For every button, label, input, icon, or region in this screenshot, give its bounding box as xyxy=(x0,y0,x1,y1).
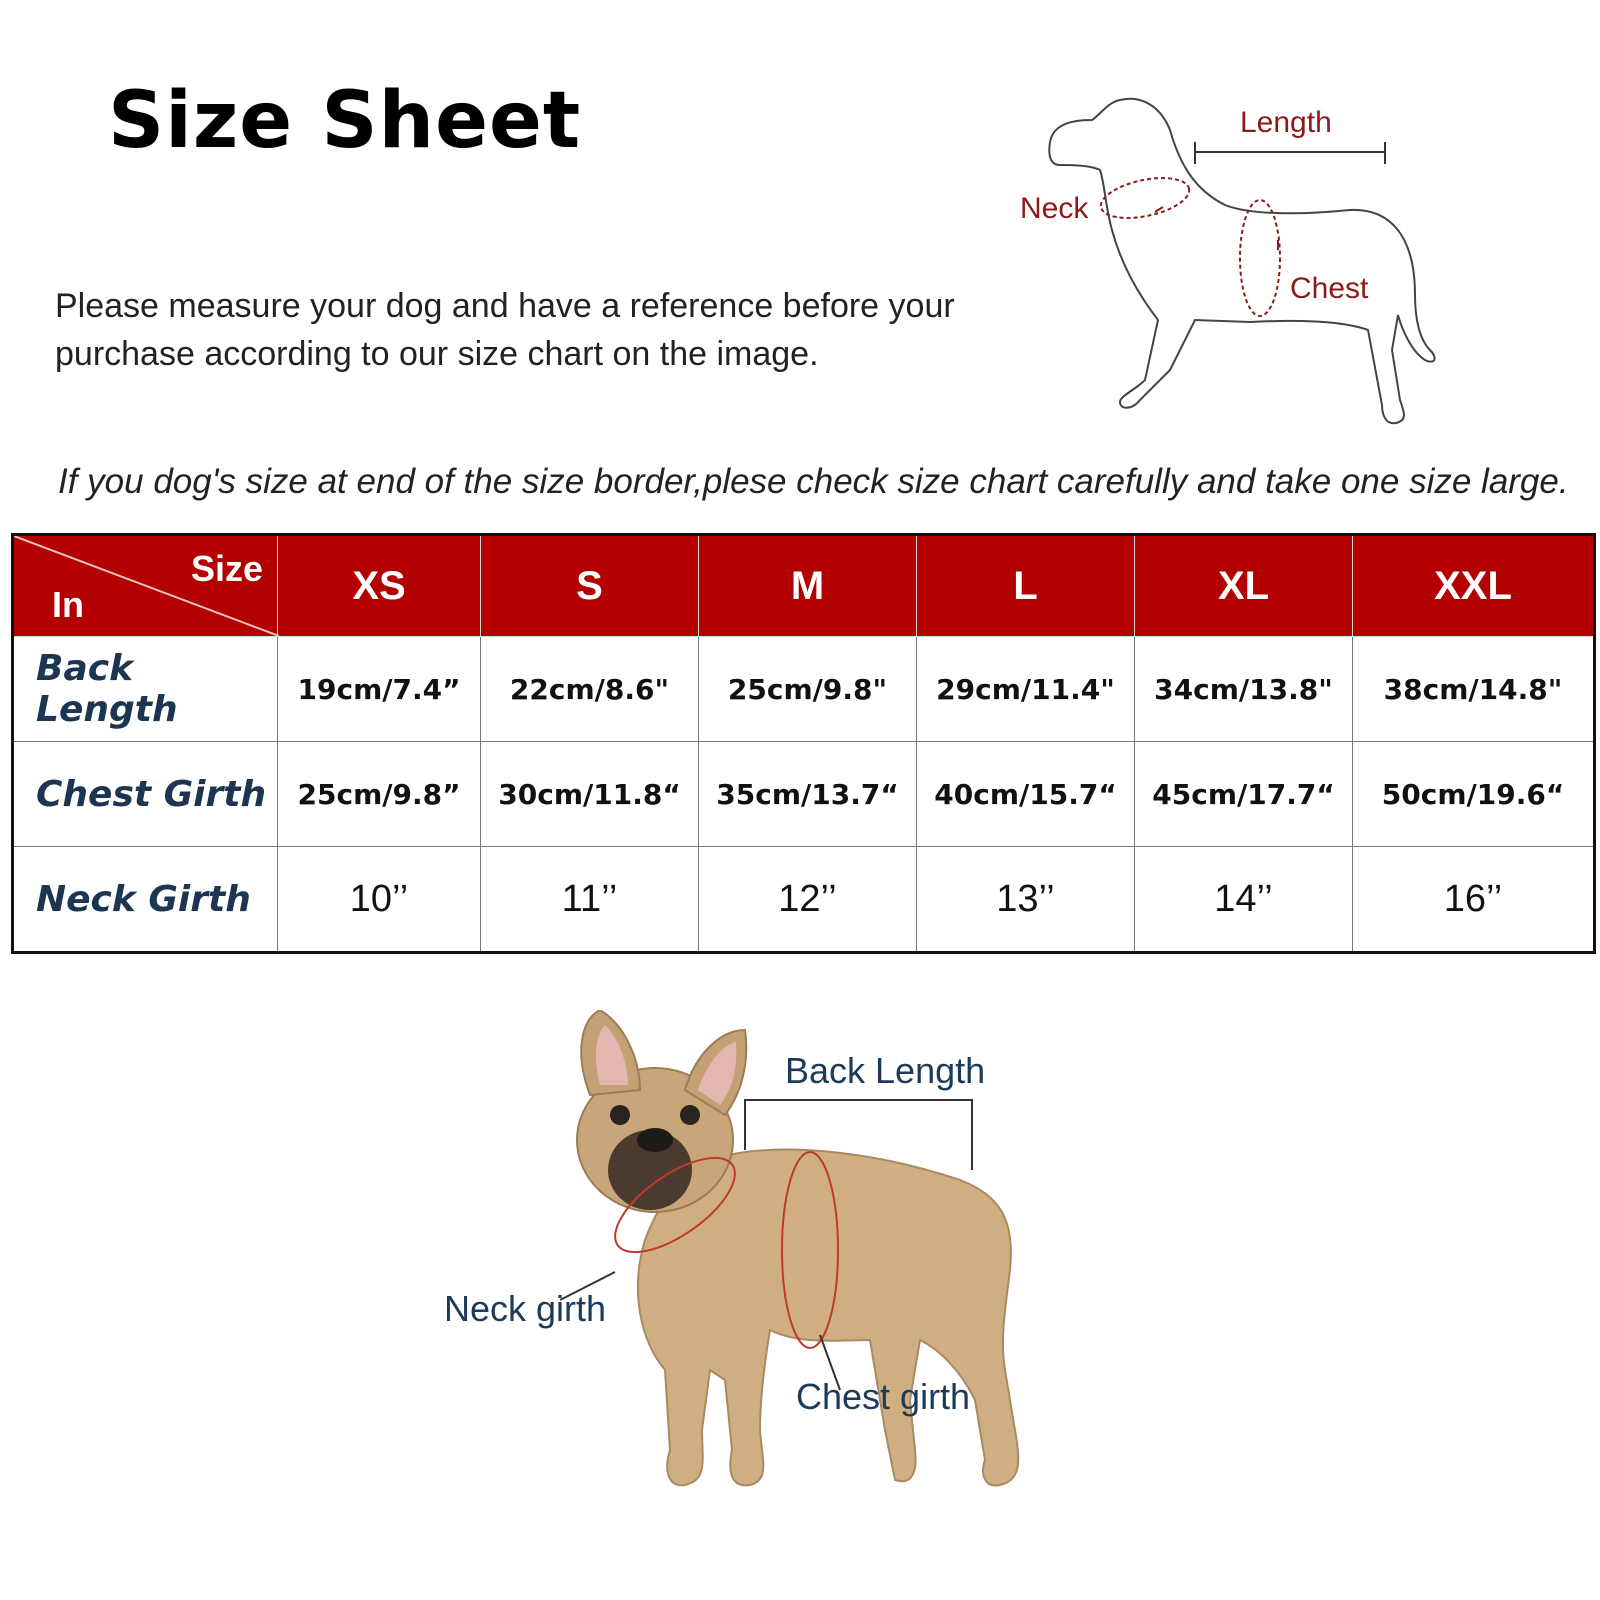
notice-text: If you dog's size at end of the size border,plese check size chart carefully and take one size large. xyxy=(58,462,1569,501)
bulldog-photo-diagram xyxy=(440,1010,1080,1550)
size-header-s: S xyxy=(481,535,699,637)
table-cell: 12’’ xyxy=(699,847,917,953)
table-cell: 22cm/8.6" xyxy=(481,637,699,742)
size-table xyxy=(11,533,1596,954)
table-cell: 25cm/9.8" xyxy=(699,637,917,742)
length-label: Length xyxy=(1240,106,1332,139)
table-row-neck-girth xyxy=(13,847,1595,953)
table-cell: 19cm/7.4” xyxy=(278,637,481,742)
dog-outline-diagram xyxy=(1020,80,1500,450)
size-header-xs: XS xyxy=(278,535,481,637)
table-cell: 50cm/19.6“ xyxy=(1353,742,1595,847)
table-cell: 45cm/17.7“ xyxy=(1135,742,1353,847)
table-cell: 16’’ xyxy=(1353,847,1595,953)
chest-girth-label: Chest girth xyxy=(796,1376,971,1417)
size-header-m: M xyxy=(699,535,917,637)
intro-line-2: purchase according to our size chart on the image. xyxy=(55,335,819,373)
page-title: Size Sheet xyxy=(108,76,582,166)
table-cell: 30cm/11.8“ xyxy=(481,742,699,847)
intro-line-1: Please measure your dog and have a reference before your xyxy=(55,287,955,325)
table-cell: 11’’ xyxy=(481,847,699,953)
chest-label: Chest xyxy=(1290,272,1369,305)
table-cell: 29cm/11.4" xyxy=(917,637,1135,742)
corner-size-label: Size xyxy=(190,548,263,589)
table-row-back-length xyxy=(13,637,1595,742)
back-length-label: Back Length xyxy=(785,1050,986,1091)
table-cell: 35cm/13.7“ xyxy=(699,742,917,847)
size-header-xxl: XXL xyxy=(1353,535,1595,637)
intro-text xyxy=(55,282,955,378)
table-cell: 14’’ xyxy=(1135,847,1353,953)
size-header-row xyxy=(13,535,1595,637)
neck-girth-label: Neck girth xyxy=(444,1288,607,1329)
table-cell: 38cm/14.8" xyxy=(1353,637,1595,742)
size-header-l: L xyxy=(917,535,1135,637)
row-label-chest-girth: Chest Girth xyxy=(13,742,278,847)
table-cell: 13’’ xyxy=(917,847,1135,953)
table-row-chest-girth xyxy=(13,742,1595,847)
table-cell: 25cm/9.8” xyxy=(278,742,481,847)
size-header-xl: XL xyxy=(1135,535,1353,637)
table-cell: 10’’ xyxy=(278,847,481,953)
corner-cell xyxy=(13,535,278,637)
corner-unit-label: In xyxy=(52,584,84,625)
row-label-neck-girth: Neck Girth xyxy=(13,847,278,953)
table-cell: 40cm/15.7“ xyxy=(917,742,1135,847)
table-cell: 34cm/13.8" xyxy=(1135,637,1353,742)
row-label-back-length: Back Length xyxy=(13,637,278,742)
neck-label: Neck xyxy=(1020,192,1089,225)
